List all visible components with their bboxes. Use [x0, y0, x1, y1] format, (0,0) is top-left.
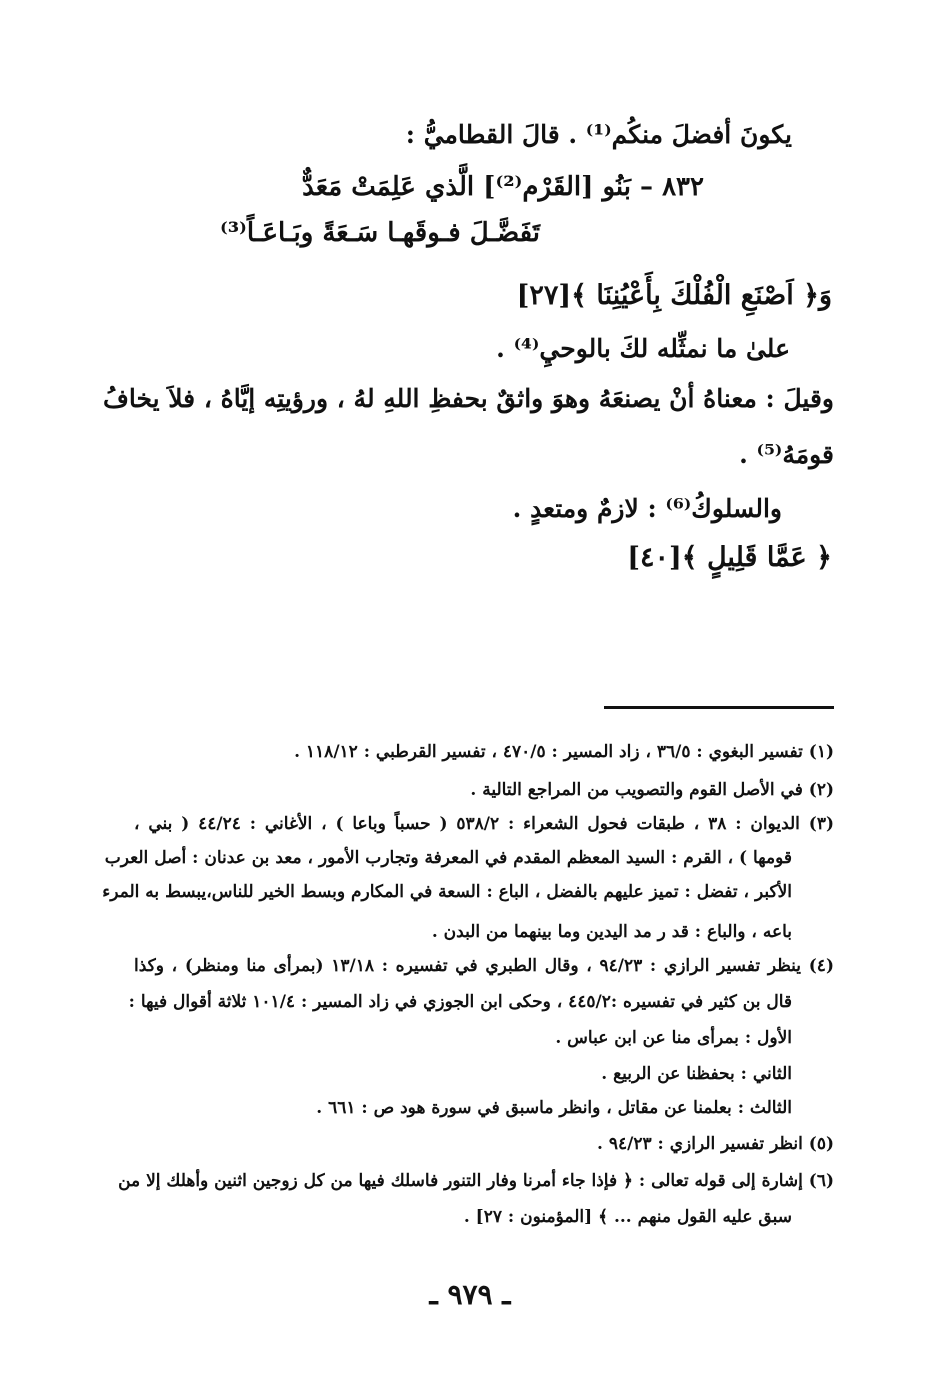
body-line-1: يكونَ أفضلَ منكُم⁽¹⁾ . قالَ القطاميُّ :: [405, 120, 792, 149]
footnote-2: (٢) في الأصل القوم والتصويب من المراجع التالية .: [470, 780, 834, 800]
body-line-6: قومَهُ⁽⁵⁾ .: [739, 440, 834, 469]
footnote-3-line-1: (٣) الديوان : ٣٨ ، طبقات فحول الشعراء : ٥٣٨/٢ ( حسباً وباعا ) ، الأغاني : ٤٤/٢٤ ( بني ،: [134, 814, 834, 834]
footnote-6-line-1: (٦) إشارة إلى قوله تعالى : ﴿ فإذا جاء أمرنا وفار التنور فاسلك فيها من كل زوجين اثنين وأهلك إلا من: [118, 1171, 834, 1191]
quran-verse-1: وَ﴿ اَصْنَعِ الْفُلْكَ بِأَعْيُنِنَا ﴾[٢٧]: [516, 280, 832, 311]
footnote-separator: [604, 706, 834, 709]
footnote-4-line-4: الثاني : بحفظنا عن الربيع .: [601, 1064, 792, 1084]
footnote-6-line-2: سبق عليه القول منهم ... ﴾ [المؤمنون : ٢٧] .: [463, 1207, 792, 1227]
quran-verse-2: ﴿ عَمَّا قَلِيلٍ ﴾[٤٠]: [627, 542, 832, 573]
footnote-5: (٥) انظر تفسير الرازي : ٩٤/٢٣ .: [597, 1134, 834, 1154]
footnote-4-line-1: (٤) ينظر تفسير الرازي : ٩٤/٢٣ ، وقال الطبري في تفسيره : ١٣/١٨ (بمرأى منا ومنظر) ، وكذا: [134, 956, 834, 976]
footnote-4-line-2: قال بن كثير في تفسيره :٤٤٥/٢ ، وحكى ابن الجوزي في زاد المسير : ١٠١/٤ ثلاثة أقوال فيها :: [128, 992, 792, 1012]
body-line-7: والسلوكُ⁽⁶⁾ : لازمٌ ومتعدٍ .: [512, 494, 782, 523]
footnote-3-line-2: قومها ) ، القرم : السيد المعظم المقدم في المعرفة وتجارب الأمور ، معد بن عدنان : أصل العرب: [104, 848, 792, 868]
footnote-4-line-3: الأول : بمرأى منا عن ابن عباس .: [555, 1028, 792, 1048]
page-number: ـ ٩٧٩ ـ: [429, 1278, 511, 1311]
footnote-4-line-5: الثالث : بعلمنا عن مقاتل ، وانظر ماسبق في سورة هود ص : ٦٦١ .: [316, 1098, 792, 1118]
body-line-4: علىٰ ما نمثِّله لكَ بالوحيِ⁽⁴⁾ .: [496, 334, 790, 363]
footnote-3-line-3: الأكبر ، تفضل : تميز عليهم بالفضل ، الباع : السعة في المكارم وبسط الخير للناس،يبسط به المرء: [102, 882, 792, 902]
footnote-3-line-4: باعه ، والباع : قد ر مد اليدين وما بينهما من البدن .: [431, 922, 792, 942]
verse-line-2: تَفَضَّـلَ فـوقَهـا سَـعَةً وبَـاعَـاً⁽³⁾: [220, 218, 540, 248]
footnote-1: (١) تفسير البغوي : ٣٦/٥ ، زاد المسير : ٤٧٠/٥ ، تفسير القرطبي : ١١٨/١٢ .: [294, 742, 834, 762]
verse-line-1: ٨٣٢ – بَنُو [القَرْم⁽²⁾] الَّذي عَلِمَتْ مَعَدٌّ: [302, 172, 704, 202]
body-line-5: وقيلَ : معناهُ أنْ يصنعَهُ وهوَ واثقٌ بحفظِ اللهِ لهُ ، ورؤيتِه إيَّاهُ ، فلاَ يخافُ: [102, 384, 834, 413]
